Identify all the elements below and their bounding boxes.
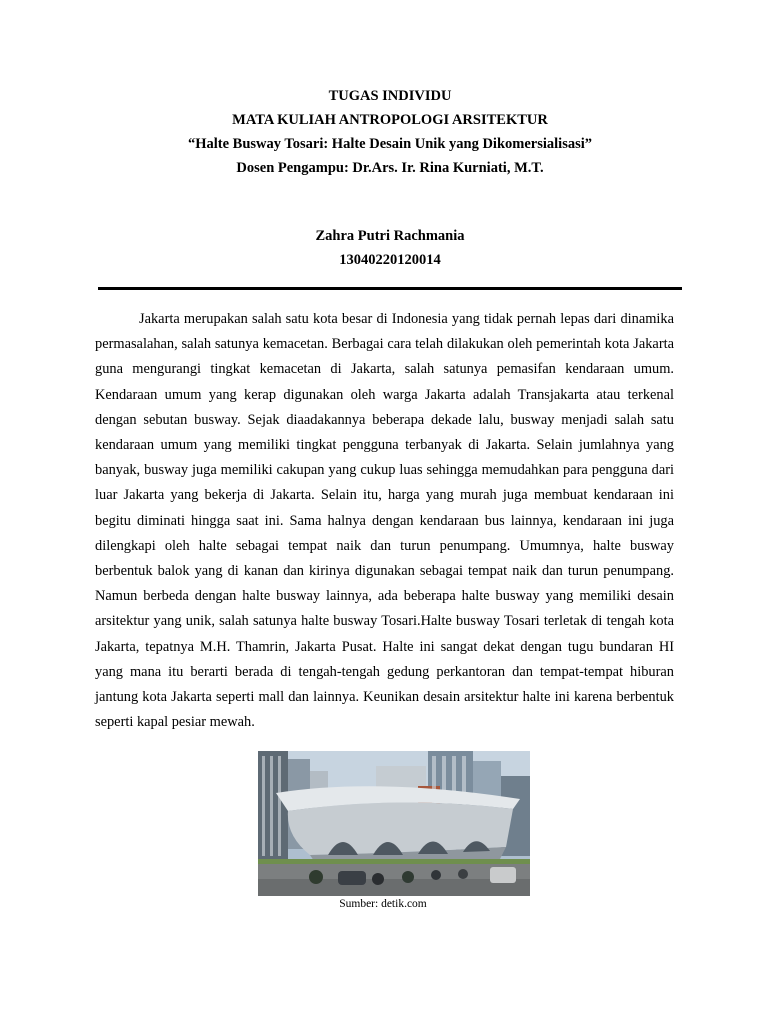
paper-title: “Halte Busway Tosari: Halte Desain Unik yang Dikomersialisasi” — [187, 136, 593, 152]
document-header — [98, 84, 682, 180]
student-id: 13040220120014 — [339, 252, 441, 268]
halte-tosari-photo — [258, 751, 530, 896]
assignment-type: TUGAS INDIVIDU — [328, 88, 452, 104]
lecturer-line: Dosen Pengampu: Dr.Ars. Ir. Rina Kurniati, M.T. — [236, 160, 544, 176]
course-title: MATA KULIAH ANTROPOLOGI ARSITEKTUR — [232, 112, 548, 128]
body-paragraph: Jakarta merupakan salah satu kota besar di Indonesia yang tidak pernah lepas dari dinamika permasalahan, salah satunya kemacetan. Berbagai cara telah dilakukan oleh pemerintah kota Jakarta guna mengurangi tingkat kemacetan di Jakarta, salah satunya pemasifan kendaraan umum. Kendaraan umum yang kerap digunakan oleh warga Jakarta adalah Transjakarta atau terkenal dengan sebutan busway. Sejak diaadakannya beberapa dekade lalu, busway menjadi salah satu kendaraan umum yang memiliki tingkat pengguna terbanyak di Jakarta. Selain jumlahnya yang banyak, busway juga memiliki cakupan yang cukup luas sehingga memudahkan para pengguna dari luar Jakarta yang bekerja di Jakarta. Selain itu, harga yang murah juga membuat kendaraan ini begitu diminati hingga saat ini. Sama halnya dengan kendaraan bus lainnya, kendaraan ini juga dilengkapi oleh halte sebagai tempat naik dan turun penumpang. Umumnya, halte busway berbentuk balok yang di kanan dan kirinya digunakan sebagai tempat naik dan turun penumpang. Namun berbeda dengan halte busway lainnya, ada beberapa halte busway yang memiliki desain arsitektur yang unik, salah satunya halte busway Tosari.Halte busway Tosari terletak di tengah kota Jakarta, tepatnya M.H. Thamrin, Jakarta Pusat. Halte ini sangat dekat dengan tugu bundaran HI yang mana itu berarti berada di tengah-tengah gedung perkantoran dan tempat-tempat hiburan jantung kota Jakarta seperti mall dan lainnya. Keunikan desain arsitektur halte ini karena berbentuk seperti kapal pesiar mewah. — [95, 311, 674, 731]
author-block — [98, 224, 682, 272]
header-divider — [98, 287, 682, 290]
student-name: Zahra Putri Rachmania — [315, 228, 465, 244]
figure-caption: Sumber: detik.com — [339, 898, 427, 910]
